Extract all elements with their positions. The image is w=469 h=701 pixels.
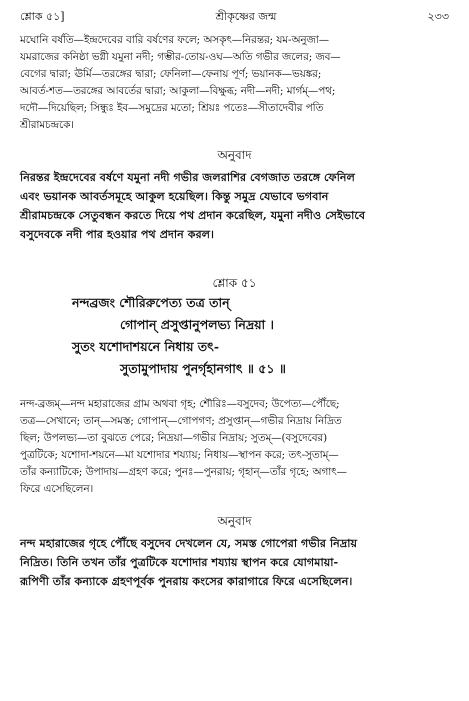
translation-line: নিদ্রিত। তিনি তখন তাঁর পুত্রটিকে যশোদার শয্যায় স্থাপন করে যোগমায়া- bbox=[20, 555, 339, 569]
wfw-line: নন্দ-ব্রজম্—নন্দ মহারাজের গ্রাম অথবা গৃহ; শৌরিঃ—বসুদেব; উপেত্য—পৌঁছে; bbox=[20, 398, 340, 410]
word-for-word-section-2 bbox=[20, 396, 449, 498]
wfw-line: বেগের দ্বারা; ঊর্মি—তরঙ্গের দ্বারা; ফেনিলা—ফেনায় পূর্ণ; ভয়ানক—ভয়ঙ্কর; bbox=[20, 68, 322, 80]
header-verse-ref: শ্লোক ৫১] bbox=[20, 10, 65, 23]
sanskrit-verse bbox=[20, 292, 449, 380]
translation-heading-1: অনুবাদ bbox=[217, 148, 252, 162]
wfw-line: তত্র—সেখানে; তান্—সমস্ত; গোপান্—গোপগণ; প্রসুপ্তান্—গভীর নিদ্রায় নিদ্রিত bbox=[20, 415, 342, 427]
header-page-number: ২৩৩ bbox=[427, 10, 449, 23]
wfw-line: তাঁর কন্যাটিকে; উপাদায়—গ্রহণ করে; পুনঃ—পুনরায়; গৃহান্—তাঁর গৃহে; অগাৎ— bbox=[20, 466, 347, 478]
translation-section-2 bbox=[20, 534, 449, 591]
verse-line: সুতামুপাদায় পুনর্গৃহানগাৎ ॥ ৫১ ॥ bbox=[120, 361, 286, 376]
translation-line: নন্দ মহারাজের গৃহে পৌঁছে বসুদেব দেখলেন যে, সমস্ত গোপেরা গভীর নিদ্রায় bbox=[20, 536, 358, 550]
translation-section-1 bbox=[20, 168, 449, 244]
translation-line: রূপিণী তাঁর কন্যাকে গ্রহণপূর্বক পুনরায় কংসের কারাগারে ফিরে এসেছিলেন। bbox=[20, 574, 353, 588]
wfw-line: দদৌ—দিয়েছিল; সিন্ধুঃ ইব—সমুদ্রের মতো; শ্রিয়ঃ পতেঃ—সীতাদেবীর পতি bbox=[20, 102, 324, 114]
verse-line: নন্দব্রজং শৌরিরুপেত্য তত্র তান্ bbox=[72, 295, 230, 310]
wfw-line: যমরাজের কনিষ্ঠা ভগ্নী যমুনা নদী; গম্ভীর-তোয়-ওঘ—অতি গভীর জলের; জব— bbox=[20, 51, 341, 63]
wfw-line: আবর্ত-শত—তরঙ্গের আবর্তের দ্বারা; আকুলা—বিক্ষুব্ধ; নদী—নদী; মার্গম্—পথ; bbox=[20, 85, 336, 97]
wfw-line: মঘোনি বর্ষতি—ইন্দ্রদেবের বারি বর্ষণের ফলে; অসকৃৎ—নিরন্তর; যম-অনুজা— bbox=[20, 34, 330, 46]
verse-line: সুতং যশোদাশয়নে নিধায় তৎ- bbox=[72, 339, 220, 354]
page-header bbox=[20, 8, 449, 26]
header-chapter-title: শ্রীকৃষ্ণের জন্ম bbox=[215, 10, 277, 23]
translation-line: শ্রীরামচন্দ্রকে সেতুবন্ধন করতে দিয়ে পথ প্রদান করেছিল, যমুনা নদীও সেইভাবে bbox=[20, 208, 366, 222]
translation-line: নিরন্তর ইন্দ্রদেবের বর্ষণে যমুনা নদী গভীর জলরাশির বেগজাত তরঙ্গে ফেনিল bbox=[20, 170, 355, 184]
wfw-line: ফিরে এসেছিলেন। bbox=[20, 483, 94, 495]
translation-heading-2: অনুবাদ bbox=[217, 514, 252, 528]
wfw-line: শ্রীরামচন্দ্রকে। bbox=[20, 119, 74, 131]
wfw-line: পুত্রটিকে; যশোদা-শয়নে—মা যশোদার শয্যায়; নিধায়—স্থাপন করে; তৎ-সুতাম্— bbox=[20, 449, 339, 461]
verse-line: গোপান্ প্রসুপ্তানুপলভ্য নিদ্রয়া । bbox=[120, 317, 275, 332]
verse-number: শ্লোক ৫১ bbox=[212, 276, 257, 290]
wfw-line: ছিল; উপলভ্য—তা বুঝতে পেরে; নিদ্রয়া—গভীর নিদ্রায়; সুতম্—(বসুদেবের) bbox=[20, 432, 328, 444]
translation-line: বসুদেবকে নদী পার হওয়ার পথ প্রদান করল। bbox=[20, 227, 215, 241]
word-for-word-section-1 bbox=[20, 32, 449, 134]
translation-line: এবং ভয়ানক আবর্তসমূহে আকুল হয়েছিল। কিন্তু সমুদ্র যেভাবে ভগবান bbox=[20, 189, 329, 203]
